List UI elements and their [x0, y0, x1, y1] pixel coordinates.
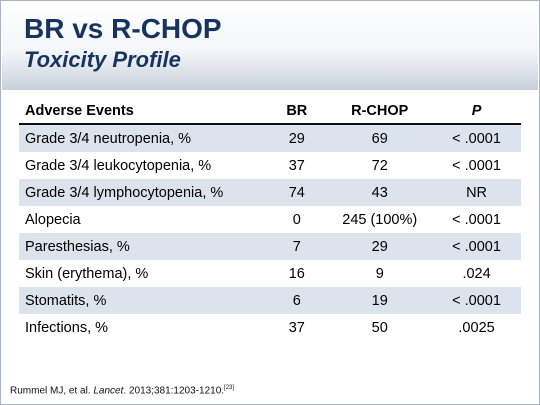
toxicity-table	[19, 99, 521, 341]
column-header-r-chop: R-CHOP	[327, 99, 432, 124]
cell-br: 29	[266, 124, 327, 152]
citation	[10, 385, 234, 396]
slide-subtitle: Toxicity Profile	[24, 47, 181, 72]
cell-br: 37	[288, 157, 305, 174]
cell-p-value: < .0001	[432, 287, 521, 314]
table-row	[19, 287, 521, 314]
slide-title: BR vs R-CHOP	[24, 13, 222, 44]
cell-p-value: < .0001	[452, 211, 501, 228]
cell-adverse-event: Grade 3/4 lymphocytopenia, %	[19, 179, 266, 206]
table-header-row	[19, 99, 521, 124]
table-row	[19, 152, 521, 179]
citation-details: . 2013;381:1203-1210.	[123, 385, 225, 397]
citation-ref: [23]	[224, 385, 235, 391]
cell-br: 74	[266, 179, 327, 206]
cell-r-chop: 19	[327, 287, 432, 314]
cell-adverse-event: Grade 3/4 leukocytopenia, %	[25, 157, 212, 174]
cell-adverse-event: Infections, %	[25, 319, 109, 336]
table-row	[19, 179, 521, 206]
cell-br: 7	[266, 233, 327, 260]
slide-header	[2, 2, 538, 90]
cell-r-chop: 43	[327, 179, 432, 206]
cell-r-chop: 29	[327, 233, 432, 260]
cell-r-chop: 72	[371, 157, 388, 174]
cell-r-chop: 50	[371, 319, 388, 336]
cell-p-value: NR	[432, 179, 521, 206]
cell-p-value: .024	[462, 265, 491, 282]
cell-adverse-event: Alopecia	[25, 211, 81, 228]
table-row	[19, 233, 521, 260]
citation-authors: Rummel MJ, et al.	[10, 385, 91, 397]
table-row	[19, 124, 521, 152]
table-row	[19, 206, 521, 233]
cell-br: 37	[288, 319, 305, 336]
column-header-p: P	[432, 99, 521, 124]
citation-journal: Lancet	[93, 385, 124, 397]
column-header-br: BR	[266, 99, 327, 124]
cell-p-value: < .0001	[452, 157, 501, 174]
cell-p-value: < .0001	[432, 124, 521, 152]
cell-br: 16	[288, 265, 305, 282]
table-row	[19, 314, 521, 341]
cell-r-chop: 245 (100%)	[342, 211, 418, 228]
column-header-adverse-events: Adverse Events	[19, 99, 266, 124]
cell-br: 0	[292, 211, 301, 228]
cell-r-chop: 9	[375, 265, 384, 282]
cell-adverse-event: Paresthesias, %	[19, 233, 266, 260]
table-row	[19, 260, 521, 287]
cell-br: 6	[266, 287, 327, 314]
cell-adverse-event: Grade 3/4 neutropenia, %	[19, 124, 266, 152]
cell-r-chop: 69	[327, 124, 432, 152]
cell-adverse-event: Skin (erythema), %	[25, 265, 149, 282]
cell-adverse-event: Stomatits, %	[19, 287, 266, 314]
cell-p-value: < .0001	[432, 233, 521, 260]
cell-p-value: .0025	[458, 319, 495, 336]
